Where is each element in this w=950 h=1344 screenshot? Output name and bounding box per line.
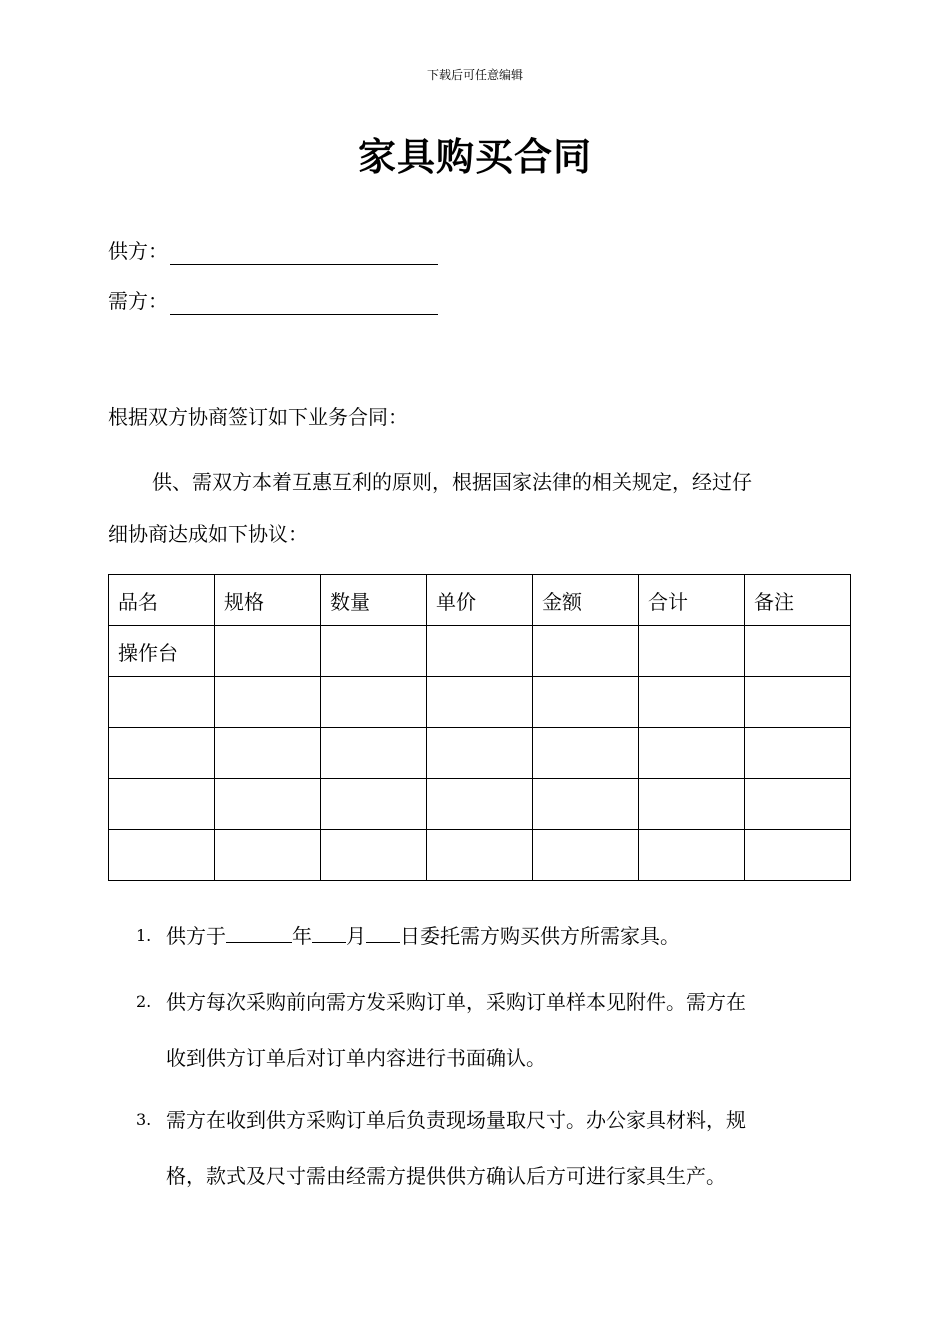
table-cell[interactable] xyxy=(639,626,745,677)
clause-1-suffix: 日委托需方购买供方所需家具。 xyxy=(400,924,680,948)
table-cell[interactable] xyxy=(321,677,427,728)
table-cell[interactable] xyxy=(427,677,533,728)
header-cell: 规格 xyxy=(215,575,321,626)
table-cell[interactable] xyxy=(215,728,321,779)
clause-3 xyxy=(136,1092,836,1204)
table-cell[interactable] xyxy=(321,830,427,881)
principle-line-2: 细协商达成如下协议： xyxy=(108,522,308,546)
table-cell[interactable] xyxy=(533,779,639,830)
header-note: 下载后可任意编辑 xyxy=(426,68,523,82)
table-cell[interactable] xyxy=(109,830,215,881)
intro-paragraph: 根据双方协商签订如下业务合同： xyxy=(108,405,408,429)
table-row xyxy=(109,830,851,881)
header-cell: 数量 xyxy=(321,575,427,626)
table-cell[interactable] xyxy=(109,677,215,728)
year-label: 年 xyxy=(292,924,312,948)
table-cell[interactable] xyxy=(745,626,851,677)
buyer-label: 需方： xyxy=(108,289,168,313)
table-cell[interactable] xyxy=(533,626,639,677)
table-cell[interactable] xyxy=(321,626,427,677)
principle-paragraph xyxy=(108,456,838,560)
clause-3-line-2: 格，款式及尺寸需由经需方提供供方确认后方可进行家具生产。 xyxy=(166,1164,726,1188)
table-cell[interactable] xyxy=(533,830,639,881)
clause-number: 3. xyxy=(136,1110,152,1129)
principle-line-1: 供、需双方本着互惠互利的原则，根据国家法律的相关规定，经过仔 xyxy=(152,470,752,494)
year-blank[interactable] xyxy=(226,920,292,943)
clause-2 xyxy=(136,974,836,1086)
buyer-line xyxy=(108,287,438,315)
clause-number: 2. xyxy=(136,992,152,1011)
table-cell[interactable] xyxy=(109,779,215,830)
table-cell[interactable] xyxy=(427,830,533,881)
table-cell[interactable] xyxy=(745,677,851,728)
header-cell: 金额 xyxy=(533,575,639,626)
clause-1-prefix: 供方于 xyxy=(166,924,226,948)
table-cell[interactable] xyxy=(215,779,321,830)
table-cell[interactable] xyxy=(639,728,745,779)
clause-2-line-1: 供方每次采购前向需方发采购订单，采购订单样本见附件。需方在 xyxy=(166,990,746,1014)
table-header-row xyxy=(109,575,851,626)
table-cell[interactable] xyxy=(639,779,745,830)
clause-1 xyxy=(136,908,836,964)
table-row xyxy=(109,728,851,779)
table-cell[interactable] xyxy=(427,779,533,830)
table-row xyxy=(109,677,851,728)
table-cell[interactable] xyxy=(215,830,321,881)
table-cell[interactable] xyxy=(109,728,215,779)
clause-3-line-1: 需方在收到供方采购订单后负责现场量取尺寸。办公家具材料，规 xyxy=(166,1108,746,1132)
month-label: 月 xyxy=(346,924,366,948)
table-cell[interactable] xyxy=(215,677,321,728)
table-cell[interactable] xyxy=(745,728,851,779)
header-cell: 单价 xyxy=(427,575,533,626)
table-cell[interactable] xyxy=(533,728,639,779)
table-row xyxy=(109,779,851,830)
table-cell[interactable] xyxy=(427,728,533,779)
buyer-blank[interactable] xyxy=(170,292,438,315)
table-cell[interactable] xyxy=(745,779,851,830)
supplier-line xyxy=(108,237,438,265)
table-cell[interactable] xyxy=(321,728,427,779)
table-cell[interactable] xyxy=(533,677,639,728)
supplier-blank[interactable] xyxy=(170,242,438,265)
supplier-label: 供方： xyxy=(108,239,168,263)
day-blank[interactable] xyxy=(366,920,400,943)
table-cell[interactable] xyxy=(639,830,745,881)
table-cell[interactable] xyxy=(745,830,851,881)
header-cell: 合计 xyxy=(639,575,745,626)
month-blank[interactable] xyxy=(312,920,346,943)
header-cell: 备注 xyxy=(745,575,851,626)
table-cell[interactable] xyxy=(321,779,427,830)
table-cell[interactable] xyxy=(427,626,533,677)
table-cell[interactable] xyxy=(215,626,321,677)
table-cell[interactable] xyxy=(639,677,745,728)
header-cell: 品名 xyxy=(109,575,215,626)
table-row xyxy=(109,626,851,677)
clause-1-text xyxy=(166,908,836,964)
table-cell[interactable]: 操作台 xyxy=(109,626,215,677)
clause-2-line-2: 收到供方订单后对订单内容进行书面确认。 xyxy=(166,1046,546,1070)
clause-number: 1. xyxy=(136,926,152,945)
document-title: 家具购买合同 xyxy=(357,134,592,179)
goods-table xyxy=(108,574,851,881)
